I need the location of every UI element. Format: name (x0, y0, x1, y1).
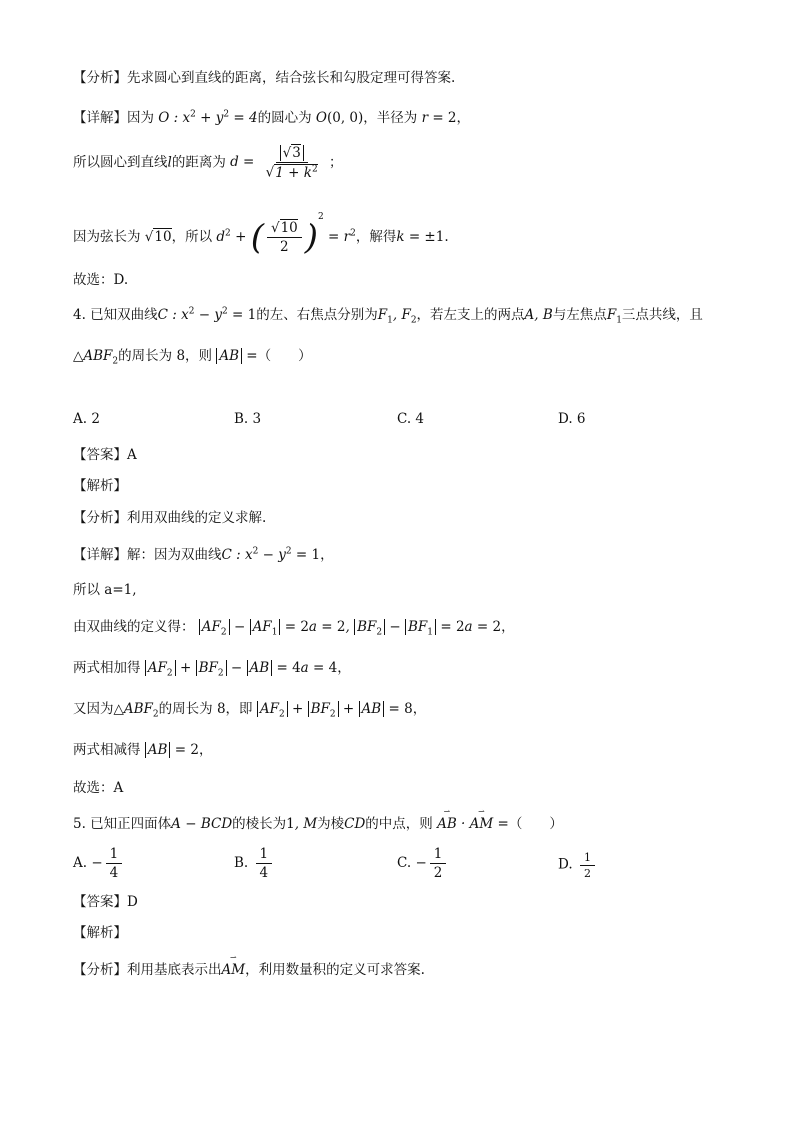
q5-answer: D (127, 894, 138, 910)
q3-circle-eq: O : $x^2 + y^2 = 4$ (158, 109, 258, 126)
q4-points-ab: A, B (524, 307, 553, 323)
q5-analysis-line (73, 958, 425, 978)
q5-analysis-tag: 【分析】 (73, 962, 127, 978)
q4-answer-tag: 【答案】 (73, 447, 127, 463)
q3-detail-mid: 的圆心为 (257, 110, 312, 126)
q3-distance-line: 所以圆心到直线l的距离为 d = $\frac{√3}{√1 + k^2}$ ； (73, 145, 343, 181)
q4-perim-formula: $AF_2 + BF_2$ + AB = 8 (257, 701, 413, 717)
q4-stem-line-2 (73, 344, 312, 367)
q4-line-a: 所以 a=1, (73, 582, 137, 598)
q4-perim-mid: 的周长为 8，即 (158, 701, 253, 717)
q5-answer-tag: 【答案】 (73, 894, 127, 910)
q4-option-b[interactable]: B. 3 (234, 411, 262, 427)
q4-analysis-text: 利用双曲线的定义求解. (127, 510, 267, 526)
q5-option-a-value: − $\frac{1}{4}$ (91, 855, 125, 871)
q4-foci: $F_1$, $F_2$ (377, 307, 417, 326)
q4-answer-line (73, 443, 137, 463)
q3-choice: 故选：D. (73, 272, 129, 288)
q4-perim-prefix: 又因为 (73, 701, 114, 717)
q4-sub-line: 两式相减得 AB = 2， (73, 742, 213, 758)
q5-analysis-b: ，利用数量积的定义可求答案. (245, 962, 425, 978)
q3-distance-mid: 的距离为 (171, 154, 226, 171)
q5-option-a-label: A. (73, 855, 88, 872)
q4-left-focus: $F_1$ (606, 307, 622, 326)
line-l: l (167, 154, 172, 171)
q3-detail-line: 【详解】因为 O : $x^2 + y^2 = 4$的圆心为 O(0, 0)，半径为 r = 2， (73, 109, 471, 126)
q5-stem-a: 5. 已知正四面体 (73, 816, 172, 832)
q4-analysis-line (73, 506, 266, 526)
q3-distance-prefix: 所以圆心到直线 (73, 154, 168, 171)
q4-def-prefix: 由双曲线的定义得： (73, 619, 195, 635)
q5-option-d[interactable] (558, 851, 598, 880)
q5-analysis-a: 利用基底表示出 (127, 962, 222, 978)
q5-option-d-value: $\frac{1}{2}$ (577, 859, 598, 872)
q3-chord-line (73, 212, 449, 258)
q4-add-line: 两式相加得 $AF_2 + BF_2$ − AB = 4a = 4， (73, 660, 351, 679)
q3-chord-prefix: 因为弦长为 (73, 229, 141, 245)
q4-answer: A (127, 447, 137, 463)
q3-analysis-tag: 【分析】 (73, 70, 127, 86)
q5-dot-product: ⇀ AB · ⇀ AM = (437, 816, 509, 832)
q4-stem-1d: 与左焦点 (552, 307, 607, 323)
q4-stem-1c: ，若左支上的两点 (416, 307, 525, 323)
q4-stem-1a: 4. 已知双曲线 (73, 307, 158, 323)
q4-sub-prefix: 两式相减得 (73, 742, 141, 758)
q3-chord-solve: ，解得 (355, 229, 397, 245)
q5-option-b[interactable] (234, 846, 275, 881)
q3-chord-mid: ，所以 (171, 229, 213, 245)
q5-stem-b: 的棱长为 (232, 816, 287, 832)
q5-option-b-label: B. (234, 855, 249, 872)
q4-add-formula: $AF_2 + BF_2$ − AB = 4a = 4 (145, 660, 337, 676)
q5-option-a[interactable] (73, 846, 125, 881)
q4-perimeter-line: 又因为$\triangle ABF_2$的周长为 8，即 $AF_2 + BF_2$ + AB = 8， (73, 701, 427, 720)
q4-explain-tag: 【解析】 (73, 478, 127, 494)
q4-detail-line: 【详解】解：因为双曲线C : $x^2 - y^2 = 1$， (73, 546, 334, 563)
q4-add-prefix: 两式相加得 (73, 660, 141, 676)
q4-abs-ab: AB = (216, 348, 257, 364)
q4-triangle: $\triangle ABF_2$ (73, 348, 119, 367)
q5-edge-cd: CD (344, 816, 366, 832)
q3-pythag-formula: $d^2$ + ( $\frac{√10}{2}$ )$^2 = r^2$ (216, 212, 356, 258)
q3-detail-prefix: 因为 (127, 110, 154, 126)
q5-option-c[interactable] (397, 846, 449, 881)
q4-detail-prefix: 解：因为双曲线 (127, 547, 222, 563)
q4-option-a[interactable]: A. 2 (73, 411, 100, 427)
q4-detail-tag: 【详解】 (73, 547, 127, 563)
q5-vector-am: ⇀ AM (222, 962, 246, 978)
q4-sub-formula: AB = 2 (145, 742, 199, 758)
q5-tetrahedron: A − BCD (171, 816, 233, 832)
q3-chord-length: √10 (144, 229, 172, 245)
q3-radius: r = 2 (421, 110, 457, 126)
q4-option-d[interactable]: D. 6 (558, 411, 586, 427)
q5-option-b-value: $\frac{1}{4}$ (253, 855, 276, 871)
q5-stem-d: 的中点，则 (365, 816, 433, 832)
q3-analysis-line (73, 66, 455, 86)
q4-choice: 故选：A (73, 780, 124, 796)
q3-detail-radius: ，半径为 (363, 110, 418, 126)
q3-k-value: k = ±1. (396, 229, 449, 245)
q4-stem-2a: 的周长为 8，则 (118, 348, 213, 364)
q5-stem-e: （ ） (508, 816, 563, 832)
q3-distance-formula: d = $\frac{√3}{√1 + k^2}$ (230, 145, 318, 181)
q4-hyperbola-eq: C : $x^2 - y^2 = 1$ (157, 306, 257, 323)
q4-option-c[interactable]: C. 4 (397, 411, 425, 427)
q4-analysis-tag: 【分析】 (73, 510, 127, 526)
q3-center: O(0, 0) (315, 110, 364, 126)
q5-edge: 1, M (286, 816, 318, 832)
q4-stem-line-1 (73, 303, 703, 326)
q4-hyperbola-eq-2: C : $x^2 - y^2 = 1$ (221, 546, 321, 563)
q4-def-formula: $AF_2 - AF_1 = 2a = 2$, $BF_2 - BF_1 = 2a = 2$ (199, 619, 501, 635)
q4-triangle-2: $\triangle ABF_2$ (113, 701, 159, 720)
q4-stem-2b: （ ） (257, 348, 312, 364)
q5-option-d-label: D. (558, 856, 573, 873)
q5-stem-line (73, 812, 563, 832)
q5-answer-line (73, 890, 138, 910)
q5-option-c-label: C. (397, 855, 412, 872)
q5-stem-c: 为棱 (317, 816, 345, 832)
q5-option-c-value: − $\frac{1}{2}$ (415, 855, 449, 871)
q4-stem-1e: 三点共线，且 (621, 307, 703, 323)
q4-definition-line: 由双曲线的定义得： $AF_2 - AF_1 = 2a = 2$, $BF_2 - BF_1 = 2a = 2$， (73, 619, 515, 638)
q4-stem-1b: 的左、右焦点分别为 (256, 307, 378, 323)
q3-analysis-text: 先求圆心到直线的距离，结合弦长和勾股定理可得答案. (127, 70, 456, 86)
q5-explain-tag: 【解析】 (73, 925, 127, 941)
q3-detail-tag: 【详解】 (73, 110, 127, 126)
